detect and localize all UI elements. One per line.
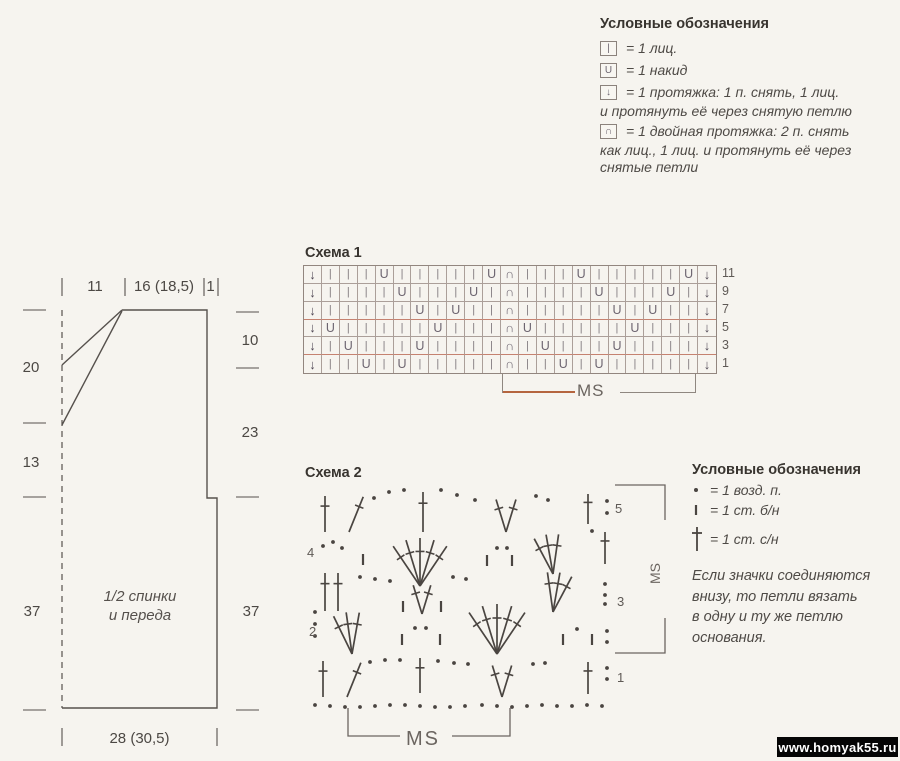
scheme1-cell: |: [662, 355, 680, 373]
scheme1-cell: |: [662, 302, 680, 320]
scheme1-cell: U: [358, 355, 376, 373]
chain-stitch-icon: [525, 704, 529, 708]
chain-stitch-icon: [436, 659, 440, 663]
scheme1-cell: |: [644, 337, 662, 355]
legend-line: [600, 121, 900, 141]
scheme1-cell: U: [483, 266, 501, 284]
scheme1-cell: U: [465, 284, 483, 302]
chain-stitch-icon: [383, 658, 387, 662]
v-double-crochet-icon: [488, 664, 516, 698]
v-double-crochet-icon: [492, 498, 520, 533]
chain-stitch-icon: [543, 661, 547, 665]
scheme2-row-number: 1: [617, 670, 625, 685]
scheme1-cell: |: [376, 355, 394, 373]
chain-stitch-icon: [505, 546, 509, 550]
scheme1-cell: ↓: [698, 320, 716, 338]
chain-stitch-icon: [313, 703, 317, 707]
measure-left-20: 20: [22, 359, 40, 376]
double-crochet-icon: [419, 492, 428, 532]
chain-stitch-icon: [585, 703, 589, 707]
scheme1-cell: |: [555, 302, 573, 320]
chain-stitch-icon: [575, 627, 579, 631]
scheme1-cell: |: [644, 266, 662, 284]
scheme1-cell: U: [644, 302, 662, 320]
scheme1-cell: |: [537, 355, 555, 373]
chain-stitch-icon: [495, 546, 499, 550]
scheme1-cell: |: [376, 284, 394, 302]
chain-stitch-icon: [605, 666, 609, 670]
scheme1-cell: ↓: [698, 266, 716, 284]
scheme1-row-number: 7: [722, 302, 729, 316]
legend-line: [600, 141, 900, 158]
scheme1-cell: |: [591, 337, 609, 355]
scheme1-cell: |: [626, 266, 644, 284]
scheme1-cell: |: [626, 284, 644, 302]
scheme2-row-number: 2: [309, 624, 317, 639]
scheme1-cell: |: [465, 355, 483, 373]
scheme1-cell: ↓: [304, 266, 322, 284]
scheme1-cell: |: [429, 302, 447, 320]
chain-stitch-icon: [546, 498, 550, 502]
scheme1-cell: |: [537, 320, 555, 338]
scheme1-cell: |: [483, 355, 501, 373]
scheme1-cell: |: [429, 337, 447, 355]
fan-shell-icon: [465, 604, 528, 657]
crochet-legend-note: Если значки соединяются внизу, то петли вязать в одну и ту же петлю основания.: [692, 568, 871, 646]
chain-stitch-icon: [480, 703, 484, 707]
chain-stitch-icon: [313, 610, 317, 614]
scheme1-cell: |: [537, 284, 555, 302]
scheme1-title: Схема 1: [305, 245, 362, 261]
scheme1-row-numbers: [722, 264, 742, 372]
scheme1-cell: |: [680, 284, 698, 302]
chain-stitch-icon: [403, 703, 407, 707]
scheme1-cell: ↓: [698, 284, 716, 302]
chain-stitch-icon: [373, 577, 377, 581]
scheme1-cell: ∩: [501, 355, 519, 373]
scheme1-cell: U: [680, 266, 698, 284]
scheme1-cell: |: [447, 320, 465, 338]
legend-text: = 1 ст. б/н: [710, 502, 780, 518]
chain-stitch-icon: [692, 485, 710, 495]
double-crochet-icon: [584, 662, 593, 694]
scheme1-cell: U: [411, 302, 429, 320]
scheme1-cell: |: [483, 337, 501, 355]
scheme1-cell: U: [340, 337, 358, 355]
scheme1-cell: |: [662, 320, 680, 338]
chain-stitch-icon: [368, 660, 372, 664]
chain-stitch-icon: [605, 499, 609, 503]
chain-stitch-icon: [603, 582, 607, 586]
scheme1-cell: |: [340, 266, 358, 284]
scheme1-cell: |: [519, 302, 537, 320]
scheme1-cell: U: [662, 284, 680, 302]
watermark: www.homyak55.ru: [777, 737, 898, 757]
scheme1-cell: |: [465, 266, 483, 284]
legend-line: [600, 38, 900, 58]
scheme1-cell: |: [322, 337, 340, 355]
chain-stitch-icon: [473, 498, 477, 502]
chain-stitch-icon: [413, 626, 417, 630]
scheme1-cell: |: [322, 355, 340, 373]
scheme1-cell: |: [555, 266, 573, 284]
scheme1-cell: U: [591, 355, 609, 373]
legend-text: = 1 протяжка: 1 п. снять, 1 лиц.: [626, 84, 840, 100]
chain-stitch-icon: [451, 575, 455, 579]
legend-line: [600, 60, 900, 80]
legend-text: = 1 ст. с/н: [710, 531, 779, 547]
scheme1-cell: |: [555, 284, 573, 302]
double-decrease-symbol-icon: ∩: [600, 124, 617, 139]
chain-stitch-icon: [402, 488, 406, 492]
scheme1-cell: U: [394, 355, 412, 373]
chain-stitch-icon: [398, 658, 402, 662]
chain-stitch-icon: [540, 703, 544, 707]
knit-stitch-symbol-icon: |: [600, 41, 617, 56]
scheme1-cell: ∩: [501, 337, 519, 355]
scheme1-cell: |: [644, 284, 662, 302]
double-crochet-icon: [319, 661, 328, 697]
measure-left-37: 37: [23, 603, 41, 620]
scheme1-row-number: 3: [722, 338, 729, 352]
chain-stitch-icon: [495, 704, 499, 708]
scheme1-cell: |: [411, 266, 429, 284]
double-crochet-icon: [601, 532, 610, 564]
measure-top-3: 1: [206, 278, 215, 295]
scheme1-cell: |: [519, 266, 537, 284]
chain-stitch-icon: [439, 488, 443, 492]
scheme1-cell: ∩: [501, 266, 519, 284]
scheme1-cell: |: [680, 337, 698, 355]
scheme1-cell: ↓: [698, 337, 716, 355]
legend-line: [692, 526, 897, 552]
scheme1-cell: |: [537, 266, 555, 284]
chain-stitch-icon: [372, 496, 376, 500]
scheme1-cell: U: [626, 320, 644, 338]
chain-stitch-icon: [418, 704, 422, 708]
scheme1-cell: U: [394, 284, 412, 302]
chain-stitch-icon: [448, 705, 452, 709]
scheme1-cell: U: [376, 266, 394, 284]
chain-stitch-icon: [340, 546, 344, 550]
scheme1-cell: |: [465, 302, 483, 320]
scheme1-cell: |: [609, 355, 627, 373]
single-crochet-icon: [692, 504, 710, 516]
fan-shell-icon: [530, 534, 563, 576]
chain-stitch-icon: [328, 704, 332, 708]
ms-bracket-left: [502, 373, 503, 393]
scheme1-cell: |: [340, 355, 358, 373]
scheme1-cell: |: [447, 355, 465, 373]
scheme1-cell: |: [394, 337, 412, 355]
double-crochet-icon: [321, 573, 330, 611]
knit-legend-title: Условные обозначения: [600, 16, 769, 32]
scheme1-cell: |: [394, 302, 412, 320]
scheme1-cell: |: [411, 320, 429, 338]
scheme1-cell: U: [519, 320, 537, 338]
scheme1-cell: |: [609, 320, 627, 338]
double-crochet-icon: [584, 494, 593, 524]
scheme1-cell: |: [429, 284, 447, 302]
scheme1-cell: |: [322, 266, 340, 284]
chain-stitch-icon: [388, 703, 392, 707]
fan-shell-icon: [389, 538, 450, 589]
scheme1-cell: |: [376, 302, 394, 320]
measure-right-10: 10: [241, 332, 259, 349]
scheme1-cell: |: [340, 320, 358, 338]
chain-stitch-icon: [321, 544, 325, 548]
garment-piece-label-line2: и переда: [108, 606, 172, 624]
chain-stitch-icon: [358, 575, 362, 579]
scheme1-cell: |: [573, 337, 591, 355]
chain-stitch-icon: [605, 677, 609, 681]
scheme1-ms-label: MS: [577, 381, 605, 400]
crochet-legend-title: Условные обозначения: [692, 462, 861, 478]
scheme1-cell: |: [626, 355, 644, 373]
legend-line: [692, 502, 897, 518]
chain-stitch-icon: [555, 704, 559, 708]
double-crochet-icon: [416, 658, 425, 693]
chain-stitch-icon: [424, 626, 428, 630]
chain-stitch-icon: [463, 704, 467, 708]
scheme1-cell: U: [322, 320, 340, 338]
scheme1-cell: |: [358, 320, 376, 338]
chain-stitch-icon: [600, 704, 604, 708]
double-crochet-icon: [343, 661, 365, 699]
scheme1-cell: |: [591, 320, 609, 338]
scheme2-ms-vertical-label: MS: [647, 563, 663, 584]
scheme1-cell: |: [680, 320, 698, 338]
scheme1-cell: |: [626, 337, 644, 355]
scheme1-row-number: 9: [722, 284, 729, 298]
scheme1-cell: |: [591, 266, 609, 284]
chain-stitch-icon: [343, 705, 347, 709]
scheme1-cell: |: [465, 337, 483, 355]
scheme1-cell: ↓: [304, 337, 322, 355]
scheme1-cell: |: [376, 320, 394, 338]
garment-outline-drawing: [15, 250, 265, 761]
legend-text: = 1 возд. п.: [710, 482, 782, 498]
scheme1-cell: U: [447, 302, 465, 320]
scheme1-cell: ∩: [501, 284, 519, 302]
chain-stitch-icon: [331, 540, 335, 544]
scheme1-cell: |: [447, 266, 465, 284]
knit-legend: [600, 16, 900, 175]
fan-shell-icon: [330, 612, 364, 656]
scheme1-row-number: 11: [722, 266, 735, 280]
scheme1-cell: |: [680, 302, 698, 320]
scheme2-row-number: 3: [617, 594, 625, 609]
chain-stitch-icon: [510, 705, 514, 709]
scheme1-cell: ↓: [304, 320, 322, 338]
scheme1-cell: |: [573, 320, 591, 338]
scheme1-cell: |: [465, 320, 483, 338]
scheme2-row-number: 5: [615, 501, 623, 516]
scheme1-cell: |: [555, 337, 573, 355]
scheme1-cell: U: [609, 302, 627, 320]
scheme1-cell: |: [358, 302, 376, 320]
scheme1-cell: |: [483, 302, 501, 320]
scheme1-cell: |: [626, 302, 644, 320]
scheme1-cell: |: [483, 284, 501, 302]
scheme1-cell: |: [358, 284, 376, 302]
chain-stitch-icon: [605, 511, 609, 515]
scheme1-cell: ↓: [304, 355, 322, 373]
chain-stitch-icon: [387, 490, 391, 494]
scheme2-crochet-chart: [300, 462, 680, 760]
scheme1-cell: |: [429, 266, 447, 284]
chain-stitch-icon: [373, 704, 377, 708]
fan-shell-icon: [543, 572, 576, 614]
scheme1-cell: |: [644, 320, 662, 338]
legend-text: = 1 двойная протяжка: 2 п. снять: [626, 123, 850, 139]
yarn-over-symbol-icon: U: [600, 63, 617, 78]
scheme1-cell: |: [662, 266, 680, 284]
scheme1-cell: U: [429, 320, 447, 338]
scheme1-cell: |: [573, 355, 591, 373]
double-crochet-icon: [334, 573, 343, 611]
scheme1-cell: |: [411, 284, 429, 302]
scheme1-cell: ↓: [304, 284, 322, 302]
scheme1-cell: |: [322, 302, 340, 320]
legend-line: [600, 82, 900, 102]
scheme1-cell: |: [573, 284, 591, 302]
scheme1-row-number: 5: [722, 320, 729, 334]
scheme1-cell: ↓: [698, 302, 716, 320]
chain-stitch-icon: [570, 704, 574, 708]
scheme1-cell: |: [358, 266, 376, 284]
garment-piece-label: [70, 588, 210, 626]
chain-stitch-icon: [388, 579, 392, 583]
scheme1-cell: |: [376, 337, 394, 355]
legend-text: как лиц., 1 лиц. и протянуть её через: [600, 141, 852, 158]
scheme1-cell: |: [609, 284, 627, 302]
scheme1-cell: |: [573, 302, 591, 320]
measure-left-13: 13: [22, 454, 40, 471]
slip-decrease-symbol-icon: ↓: [600, 85, 617, 100]
chain-stitch-icon: [452, 661, 456, 665]
scheme1-grid: [303, 265, 717, 374]
scheme1-cell: ↓: [304, 302, 322, 320]
scheme2-title: Схема 2: [305, 465, 362, 481]
scheme1-cell: |: [340, 302, 358, 320]
double-crochet-icon: [321, 496, 330, 532]
double-crochet-icon: [692, 526, 710, 552]
scheme1-cell: ↓: [703, 356, 711, 372]
scheme1-row-number: 1: [722, 356, 729, 370]
scheme1-cell: |: [519, 284, 537, 302]
chain-stitch-icon: [590, 529, 594, 533]
scheme1-cell: |: [394, 266, 412, 284]
double-crochet-icon: [345, 495, 368, 534]
chain-stitch-icon: [455, 493, 459, 497]
scheme1-cell: |: [609, 266, 627, 284]
legend-line: [600, 158, 900, 175]
chain-stitch-icon: [603, 593, 607, 597]
scheme1-cell: U: [591, 284, 609, 302]
scheme1-cell: |: [662, 337, 680, 355]
scheme1-cell: |: [519, 355, 537, 373]
scheme1-cell: |: [394, 320, 412, 338]
legend-text: = 1 накид: [626, 62, 688, 78]
scheme1-cell: |: [411, 355, 429, 373]
chain-stitch-icon: [358, 705, 362, 709]
chain-stitch-icon: [605, 629, 609, 633]
chain-stitch-icon: [464, 577, 468, 581]
scheme1-cell: |: [555, 320, 573, 338]
chain-stitch-icon: [433, 705, 437, 709]
measure-right-37: 37: [242, 603, 260, 620]
scheme1-cell: U: [573, 266, 591, 284]
ms-bracket-right: [695, 373, 696, 393]
measure-right-23: 23: [241, 424, 259, 441]
legend-line: [600, 102, 900, 119]
legend-text: снятые петли: [600, 158, 699, 175]
legend-text: = 1 лиц.: [626, 40, 678, 56]
scheme1-cell: ∩: [501, 302, 519, 320]
chain-stitch-icon: [531, 662, 535, 666]
ms-bracket-line: [620, 392, 695, 393]
measure-bottom: 28 (30,5): [109, 730, 170, 747]
scheme1-cell: U: [555, 355, 573, 373]
measure-top-1: 11: [87, 278, 103, 295]
garment-piece-label-line1: 1/2 спинки: [103, 588, 177, 605]
legend-line: [692, 482, 897, 498]
scheme1-cell: |: [483, 320, 501, 338]
scheme1-cell: U: [537, 337, 555, 355]
scheme1-cell: ∩: [501, 320, 519, 338]
measure-ticks: [23, 278, 259, 746]
chain-stitch-icon: [466, 662, 470, 666]
v-double-crochet-icon: [409, 584, 435, 615]
scheme1-cell: U: [609, 337, 627, 355]
measure-top-2: 16 (18,5): [133, 278, 195, 295]
chain-stitch-icon: [605, 640, 609, 644]
crochet-legend: [692, 462, 897, 648]
scheme1-cell: |: [358, 337, 376, 355]
scheme1-cell: |: [447, 284, 465, 302]
chain-stitch-icon: [534, 494, 538, 498]
chain-stitch-icon: [603, 602, 607, 606]
ms-bracket-line-red: [503, 391, 575, 393]
scheme1-cell: |: [644, 355, 662, 373]
scheme1-cell: |: [519, 337, 537, 355]
scheme1-cell: |: [447, 337, 465, 355]
scheme1-cell: |: [340, 284, 358, 302]
scheme2-row-number: 4: [307, 545, 315, 560]
legend-text: и протянуть её через снятую петлю: [600, 102, 852, 119]
scheme1-cell: |: [537, 302, 555, 320]
scheme1-cell: |: [429, 355, 447, 373]
scheme1-cell: U: [411, 337, 429, 355]
scheme2-ms-label: MS: [406, 728, 440, 750]
scheme1-cell: |: [680, 355, 698, 373]
scheme1-cell: |: [322, 284, 340, 302]
scheme1-cell: |: [591, 302, 609, 320]
